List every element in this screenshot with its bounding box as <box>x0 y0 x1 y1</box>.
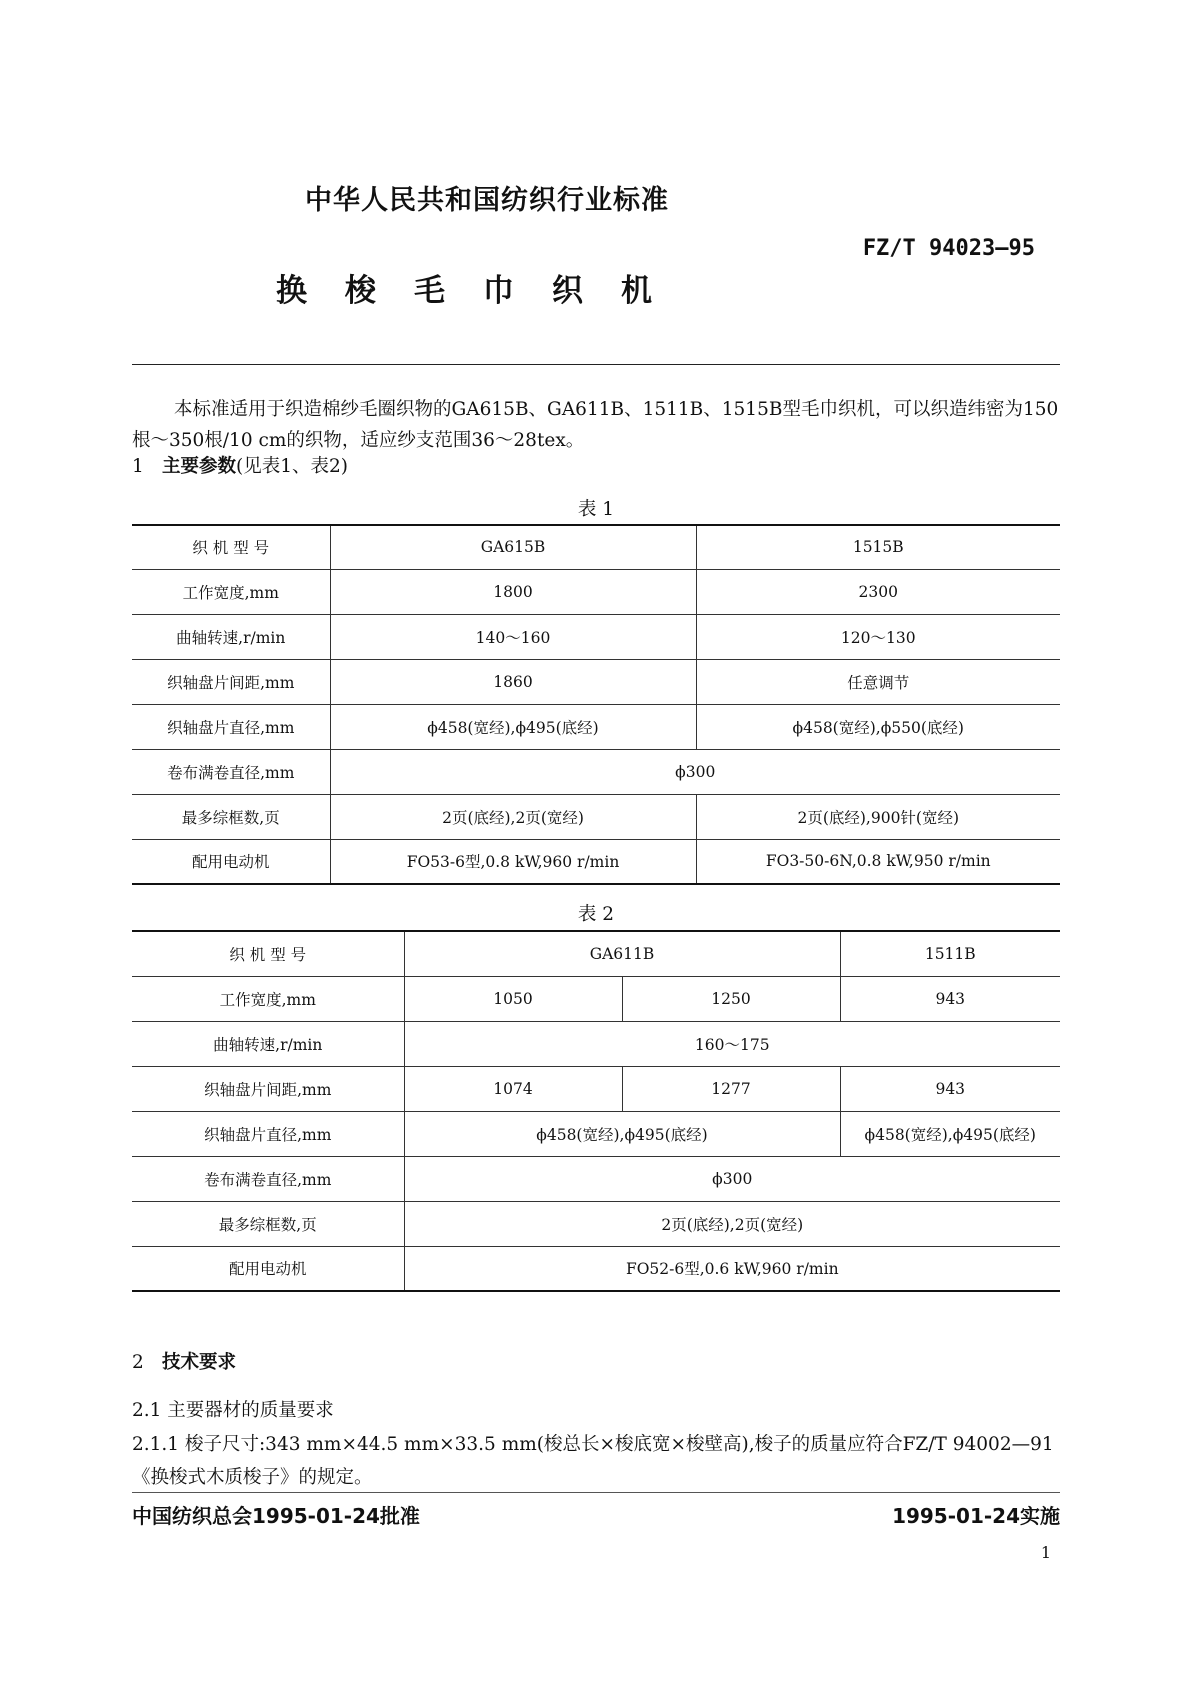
row-label: 卷布满卷直径,mm <box>132 1156 404 1201</box>
effective-date: 1995-01-24实施 <box>892 1504 1060 1528</box>
table-cell: 1860 <box>330 659 696 704</box>
clause-2-1: 2.1 主要器材的质量要求 <box>132 1400 334 1421</box>
table-cell: ϕ300 <box>404 1156 1060 1201</box>
parameters-table-2 <box>132 930 1060 1292</box>
row-label: 工作宽度,mm <box>132 569 330 614</box>
table-cell: ϕ458(宽经),ϕ495(底经) <box>840 1111 1060 1156</box>
header-divider <box>132 364 1060 365</box>
row-label: 最多综框数,页 <box>132 1201 404 1246</box>
row-label: 最多综框数,页 <box>132 794 330 839</box>
document-title: 换梭毛巾织机 <box>276 273 690 309</box>
section-number: 2 <box>132 1352 144 1373</box>
section-title: 技术要求 <box>162 1352 237 1373</box>
table-cell: 1250 <box>622 976 840 1021</box>
table-cell: 140～160 <box>330 614 696 659</box>
table-cell: ϕ458(宽经),ϕ550(底经) <box>696 704 1060 749</box>
table-cell: ϕ458(宽经),ϕ495(底经) <box>330 704 696 749</box>
row-label: 织 机 型 号 <box>132 931 404 976</box>
table-cell: 2页(底经),2页(宽经) <box>404 1201 1060 1246</box>
page-number: 1 <box>1040 1543 1051 1562</box>
table-1-caption-wrap <box>132 495 1060 521</box>
section-2-heading <box>132 1348 236 1374</box>
row-label: 配用电动机 <box>132 1246 404 1291</box>
table-cell: FO3-50-6N,0.8 kW,950 r/min <box>696 839 1060 884</box>
table-row <box>132 1246 1060 1291</box>
table-cell: 120～130 <box>696 614 1060 659</box>
row-label: 工作宽度,mm <box>132 976 404 1021</box>
row-label: 曲轴转速,r/min <box>132 1021 404 1066</box>
table-cell: 943 <box>840 976 1060 1021</box>
table-row <box>132 931 1060 976</box>
row-label: 织轴盘片直径,mm <box>132 704 330 749</box>
table-row <box>132 839 1060 884</box>
table-row <box>132 614 1060 659</box>
scope-paragraph: 本标准适用于织造棉纱毛圈织物的GA615B、GA611B、1511B、1515B型毛巾织机，可以织造纬密为150根～350根/10 cm的织物，适应纱支范围36～28tex。 <box>132 399 1059 451</box>
row-label: 织轴盘片间距,mm <box>132 659 330 704</box>
table-cell: ϕ300 <box>330 749 1060 794</box>
table-row <box>132 749 1060 794</box>
section-number: 1 <box>132 456 144 477</box>
table-cell: 2页(底经),900针(宽经) <box>696 794 1060 839</box>
table-2-caption-wrap <box>132 900 1060 926</box>
row-label: 织轴盘片直径,mm <box>132 1111 404 1156</box>
table-cell: GA615B <box>330 525 696 569</box>
table-cell: 1050 <box>404 976 622 1021</box>
table-row <box>132 659 1060 704</box>
row-label: 配用电动机 <box>132 839 330 884</box>
standard-code: FZ/T 94023—95 <box>862 236 1035 261</box>
table-row <box>132 525 1060 569</box>
section-title: 主要参数 <box>162 456 237 477</box>
table-row <box>132 1066 1060 1111</box>
table-row <box>132 704 1060 749</box>
row-label: 织轴盘片间距,mm <box>132 1066 404 1111</box>
table-row <box>132 569 1060 614</box>
row-label: 曲轴转速,r/min <box>132 614 330 659</box>
table-row <box>132 1111 1060 1156</box>
table-cell: GA611B <box>404 931 840 976</box>
table-cell: 2页(底经),2页(宽经) <box>330 794 696 839</box>
table-cell: 160～175 <box>404 1021 1060 1066</box>
org-title: 中华人民共和国纺织行业标准 <box>305 185 669 216</box>
table-row <box>132 794 1060 839</box>
table-cell: FO53-6型,0.8 kW,960 r/min <box>330 839 696 884</box>
table-cell: 1277 <box>622 1066 840 1111</box>
table-cell: 2300 <box>696 569 1060 614</box>
table-cell: 任意调节 <box>696 659 1060 704</box>
section-1-heading <box>132 452 348 478</box>
table-cell: 1515B <box>696 525 1060 569</box>
table-cell: 1800 <box>330 569 696 614</box>
table-cell: 1511B <box>840 931 1060 976</box>
table-cell: 943 <box>840 1066 1060 1111</box>
table-caption: 表 2 <box>577 904 615 925</box>
row-label: 织 机 型 号 <box>132 525 330 569</box>
section-note: (见表1、表2) <box>236 456 348 477</box>
table-cell: 1074 <box>404 1066 622 1111</box>
clause-2-1-1: 2.1.1 梭子尺寸:343 mm×44.5 mm×33.5 mm(梭总长×梭底宽×梭壁高),梭子的质量应符合FZ/T 94002—91《换梭式木质梭子》的规定。 <box>132 1434 1054 1488</box>
footer-divider <box>132 1492 1060 1493</box>
table-cell: FO52-6型,0.6 kW,960 r/min <box>404 1246 1060 1291</box>
row-label: 卷布满卷直径,mm <box>132 749 330 794</box>
approval-line: 中国纺织总会1995-01-24批准 <box>132 1504 420 1528</box>
table-row <box>132 976 1060 1021</box>
table-row <box>132 1156 1060 1201</box>
table-cell: ϕ458(宽经),ϕ495(底经) <box>404 1111 840 1156</box>
table-row <box>132 1201 1060 1246</box>
table-caption: 表 1 <box>577 499 615 520</box>
table-row <box>132 1021 1060 1066</box>
parameters-table-1 <box>132 524 1060 885</box>
